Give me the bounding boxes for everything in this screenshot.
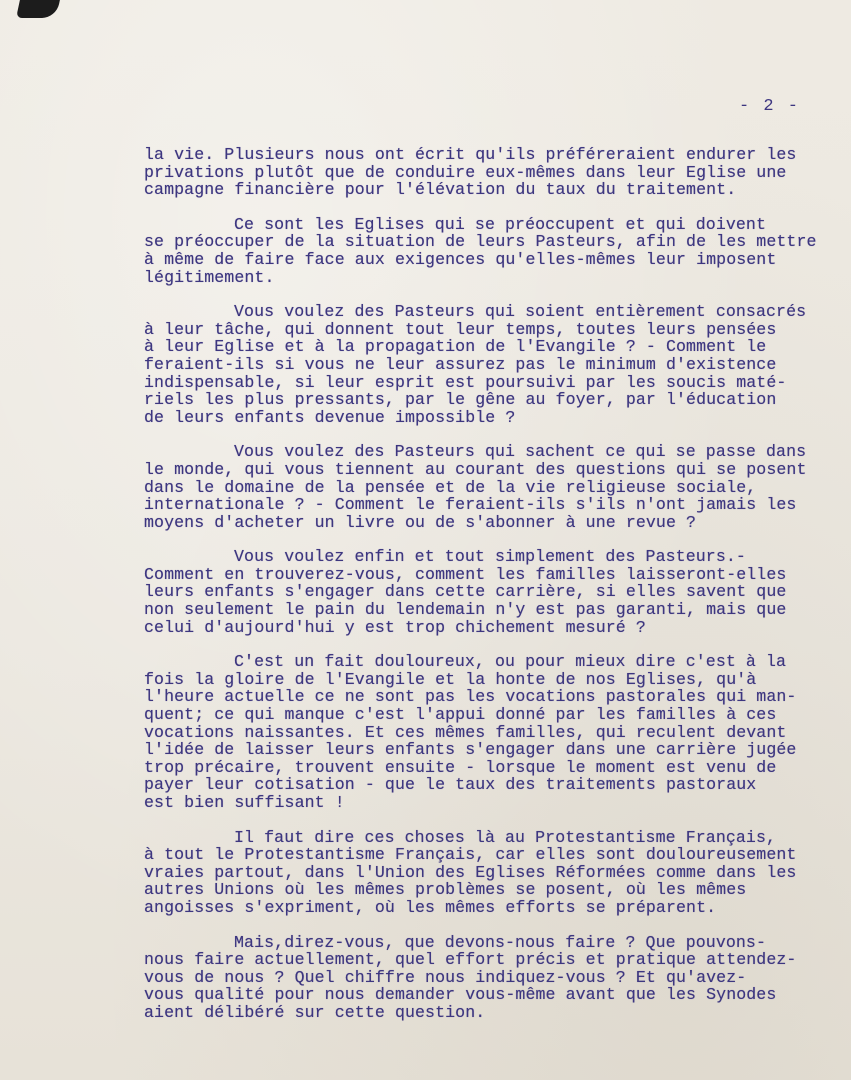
text-line: moyens d'acheter un livre ou de s'abonner à une revue ? [144,512,697,532]
paragraph [144,934,844,1022]
paragraph [144,303,844,426]
text-line: autres Unions où les mêmes problèmes se posent, où les mêmes [144,880,747,900]
text-line: leurs enfants s'engager dans cette carrière, si elles savent que [144,582,787,602]
paragraph [144,548,844,636]
text-line: nous faire actuellement, quel effort précis et pratique attendez- [144,950,797,970]
text-line: Comment en trouverez-vous, comment les familles laisseront-elles [144,564,787,584]
paragraph [144,829,844,917]
text-line: Mais,direz-vous, que devons-nous faire ? Que pouvons- [234,932,767,952]
paragraph [144,653,844,811]
text-line: aient délibéré sur cette question. [144,1002,486,1022]
text-line: non seulement le pain du lendemain n'y est pas garanti, mais que [144,600,787,620]
text-line: privations plutôt que de conduire eux-mêmes dans leur Eglise une [144,162,787,182]
text-line: vous qualité pour nous demander vous-même avant que les Synodes [144,985,777,1005]
text-line: le monde, qui vous tiennent au courant des questions qui se posent [144,459,807,479]
text-line: Vous voulez des Pasteurs qui soient entièrement consacrés [234,302,807,322]
text-line: indispensable, si leur esprit est poursuivi par les soucis maté- [144,372,787,392]
text-line: quent; ce qui manque c'est l'appui donné par les familles à ces [144,705,777,725]
text-line: l'idée de laisser leurs enfants s'engager dans une carrière jugée [144,740,797,760]
text-line: trop précaire, trouvent ensuite - lorsque le moment est venu de [144,757,777,777]
text-line: à leur tâche, qui donnent tout leur temps, toutes leurs pensées [144,319,777,339]
text-line: angoisses s'expriment, où les mêmes efforts se préparent. [144,897,717,917]
text-line: fois la gloire de l'Evangile et la honte de nos Eglises, qu'à [144,669,757,689]
text-line: campagne financière pour l'élévation du taux du traitement. [144,180,737,200]
text-line: vocations naissantes. Et ces mêmes familles, qui reculent devant [144,722,787,742]
text-line: légitimement. [144,267,275,287]
paragraph [144,443,844,531]
text-line: est bien suffisant ! [144,793,345,812]
text-line: vraies partout, dans l'Union des Eglises Réformées comme dans les [144,862,797,882]
text-line: payer leur cotisation - que le taux des traitements pastoraux [144,775,757,795]
ink-corner-mark [16,0,60,18]
text-line: riels les plus pressants, par le gêne au foyer, par l'éducation [144,390,777,410]
text-line: celui d'aujourd'hui y est trop chichement mesuré ? [144,617,646,637]
text-line: Il faut dire ces choses là au Protestantisme Français, [234,827,777,847]
text-line: Ce sont les Eglises qui se préoccupent et qui doivent [234,214,767,234]
text-line: vous de nous ? Quel chiffre nous indiquez-vous ? Et qu'avez- [144,967,747,987]
page-number: - 2 - [739,97,801,116]
text-line: dans le domaine de la pensée et de la vie religieuse sociale, [144,477,757,497]
text-line: se préoccuper de la situation de leurs Pasteurs, afin de les mettre [144,232,817,252]
text-line: Vous voulez des Pasteurs qui sachent ce qui se passe dans [234,442,807,462]
paragraph [144,216,844,286]
text-line: C'est un fait douloureux, ou pour mieux dire c'est à la [234,652,787,672]
text-line: feraient-ils si vous ne leur assurez pas le minimum d'existence [144,354,777,374]
text-line: de leurs enfants devenue impossible ? [144,407,516,427]
text-line: Vous voulez enfin et tout simplement des Pasteurs.- [234,547,746,567]
letter-body [144,146,844,1039]
text-line: à tout le Protestantisme Français, car elles sont douloureusement [144,845,797,865]
text-line: internationale ? - Comment le feraient-ils s'ils n'ont jamais les [144,495,797,515]
text-line: l'heure actuelle ce ne sont pas les vocations pastorales qui man- [144,687,797,707]
text-line: à même de faire face aux exigences qu'elles-mêmes leur imposent [144,249,777,269]
text-line: la vie. Plusieurs nous ont écrit qu'ils préféreraient endurer les [144,145,797,164]
paragraph [144,146,844,199]
text-line: à leur Eglise et à la propagation de l'Evangile ? - Comment le [144,337,767,357]
